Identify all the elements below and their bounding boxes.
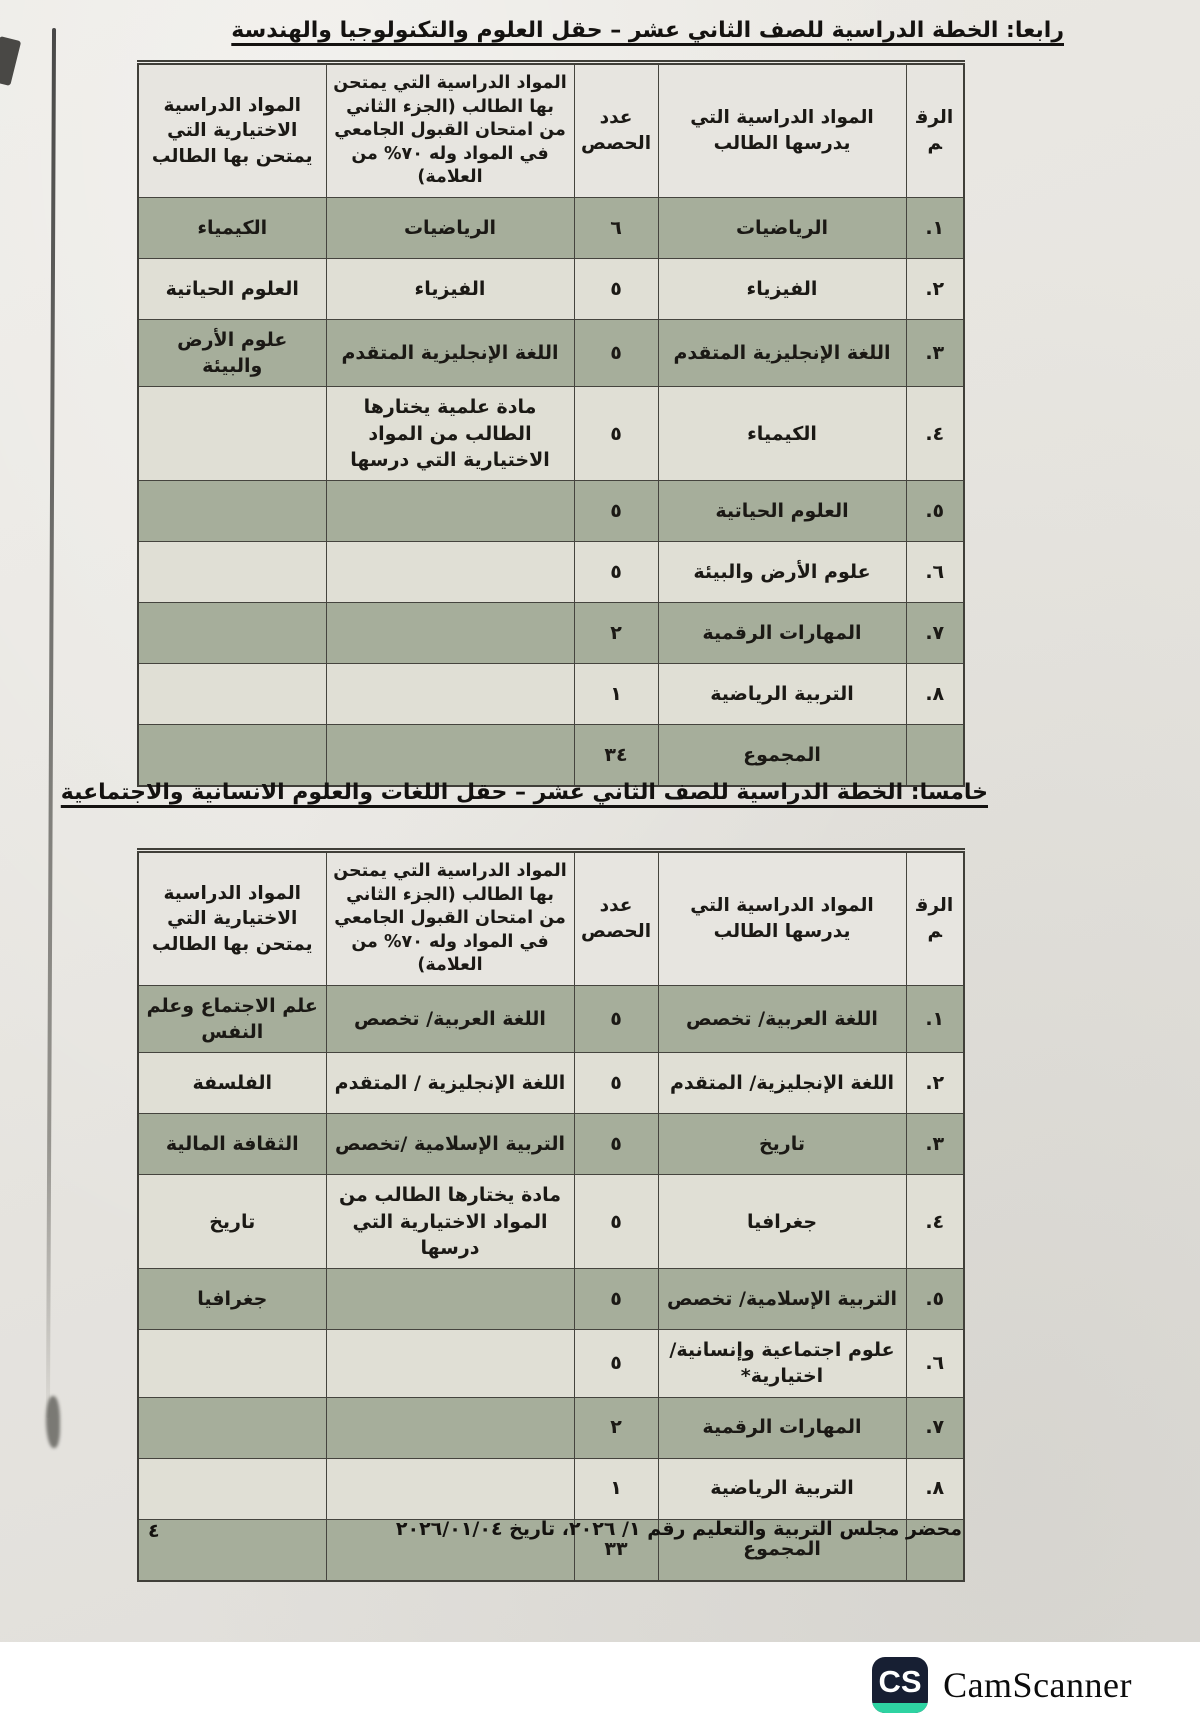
header-row <box>138 63 964 198</box>
cell-periods: ٥ <box>574 259 658 320</box>
header-subjects-studied: المواد الدراسية التي يدرسها الطالب <box>658 851 906 986</box>
cell-num: .٨ <box>906 664 964 725</box>
cell-periods: ٥ <box>574 1269 658 1330</box>
cell-periods: ٥ <box>574 1175 658 1269</box>
cell-elective <box>138 1330 326 1397</box>
cell-num: .٥ <box>906 481 964 542</box>
cell-periods: ٥ <box>574 1114 658 1175</box>
header-exam-subjects: المواد الدراسية التي يمتحن بها الطالب (الجزء الثاني من امتحان القبول الجامعي في المواد وله ٧٠% من العلامة) <box>326 851 574 986</box>
total-empty-cell <box>138 1519 326 1581</box>
cell-subject: تاريخ <box>658 1114 906 1175</box>
cell-exam <box>326 1330 574 1397</box>
cell-elective: العلوم الحياتية <box>138 259 326 320</box>
cell-exam <box>326 481 574 542</box>
cell-exam: التربية الإسلامية /تخصص <box>326 1114 574 1175</box>
cell-periods: ٦ <box>574 198 658 259</box>
cell-elective: جغرافيا <box>138 1269 326 1330</box>
total-value: ٣٤ <box>574 725 658 787</box>
cell-num: .٣ <box>906 320 964 387</box>
table-row <box>138 387 964 481</box>
table-row <box>138 986 964 1053</box>
scan-smudge <box>46 1396 60 1448</box>
scan-crease-line <box>46 28 56 1418</box>
humanities-field-study-plan-table <box>137 848 965 1582</box>
cell-elective <box>138 387 326 481</box>
camscanner-logo-icon <box>872 1657 928 1713</box>
camscanner-name: CamScanner <box>943 1665 1132 1705</box>
cell-subject: علوم الأرض والبيئة <box>658 542 906 603</box>
cell-subject: اللغة الإنجليزية/ المتقدم <box>658 1053 906 1114</box>
table-row <box>138 664 964 725</box>
table-row <box>138 1175 964 1269</box>
table-row <box>138 1330 964 1397</box>
header-periods-count: عدد الحصص <box>574 851 658 986</box>
table-header <box>138 63 964 198</box>
cell-elective: الثقافة المالية <box>138 1114 326 1175</box>
cell-elective: علم الاجتماع وعلم النفس <box>138 986 326 1053</box>
cell-elective: الكيمياء <box>138 198 326 259</box>
cell-subject: الفيزياء <box>658 259 906 320</box>
cell-subject: الكيمياء <box>658 387 906 481</box>
header-subjects-studied: المواد الدراسية التي يدرسها الطالب <box>658 63 906 198</box>
table-row <box>138 603 964 664</box>
cell-subject: اللغة العربية/ تخصص <box>658 986 906 1053</box>
cell-periods: ٢ <box>574 1397 658 1458</box>
cell-elective: علوم الأرض والبيئة <box>138 320 326 387</box>
cell-exam: مادة علمية يختارها الطالب من المواد الاختيارية التي درسها <box>326 387 574 481</box>
cell-num: .٧ <box>906 1397 964 1458</box>
header-number: الرقم <box>906 851 964 986</box>
cell-elective <box>138 481 326 542</box>
section5-title: خامسا: الخطة الدراسية للصف الثاني عشر – حقل اللغات والعلوم الانسانية والاجتماعية <box>60 780 988 805</box>
page-number: ٤ <box>148 1520 160 1542</box>
table-row <box>138 320 964 387</box>
camscanner-logo-teal-bar <box>872 1703 928 1713</box>
cell-elective <box>138 542 326 603</box>
table-row <box>138 542 964 603</box>
header-exam-subjects: المواد الدراسية التي يمتحن بها الطالب (الجزء الثاني من امتحان القبول الجامعي في المواد وله ٧٠% من العلامة) <box>326 63 574 198</box>
cell-num: .٧ <box>906 603 964 664</box>
header-elective-exam-subjects: المواد الدراسية الاختيارية التي يمتحن بها الطالب <box>138 63 326 198</box>
cell-exam: الفيزياء <box>326 259 574 320</box>
cell-periods: ١ <box>574 1458 658 1519</box>
cell-exam: مادة يختارها الطالب من المواد الاختيارية التي درسها <box>326 1175 574 1269</box>
cell-periods: ٥ <box>574 1330 658 1397</box>
table-row <box>138 1458 964 1519</box>
table-body <box>138 986 964 1520</box>
cell-periods: ٥ <box>574 320 658 387</box>
cell-elective <box>138 1458 326 1519</box>
cell-num: .٤ <box>906 387 964 481</box>
header-number: الرقم <box>906 63 964 198</box>
table-header <box>138 851 964 986</box>
total-empty-cell <box>906 725 964 787</box>
cell-exam: اللغة الإنجليزية المتقدم <box>326 320 574 387</box>
section4-title: رابعا: الخطة الدراسية للصف الثاني عشر – حقل العلوم والتكنولوجيا والهندسة <box>231 18 1064 43</box>
table-body <box>138 198 964 725</box>
cell-num: .٤ <box>906 1175 964 1269</box>
table-row <box>138 1397 964 1458</box>
cell-num: .٣ <box>906 1114 964 1175</box>
cell-periods: ٥ <box>574 387 658 481</box>
cell-periods: ٥ <box>574 986 658 1053</box>
cell-subject: المهارات الرقمية <box>658 603 906 664</box>
table-row <box>138 1269 964 1330</box>
cell-exam: اللغة العربية/ تخصص <box>326 986 574 1053</box>
cell-subject: علوم اجتماعية وإنسانية/اختيارية* <box>658 1330 906 1397</box>
cell-num: .١ <box>906 986 964 1053</box>
total-label: المجموع <box>658 725 906 787</box>
cell-exam <box>326 1397 574 1458</box>
cell-exam <box>326 542 574 603</box>
cell-exam: اللغة الإنجليزية / المتقدم <box>326 1053 574 1114</box>
table-footer <box>138 725 964 787</box>
cell-exam <box>326 1269 574 1330</box>
camscanner-watermark <box>872 1657 1132 1713</box>
total-empty-cell <box>326 725 574 787</box>
cell-periods: ٢ <box>574 603 658 664</box>
total-row <box>138 725 964 787</box>
cell-num: .٦ <box>906 542 964 603</box>
total-value: ٣٣ <box>574 1519 658 1581</box>
cell-exam <box>326 603 574 664</box>
cell-subject: التربية الرياضية <box>658 1458 906 1519</box>
table-row <box>138 198 964 259</box>
header-periods-count: عدد الحصص <box>574 63 658 198</box>
table-row <box>138 1114 964 1175</box>
cell-num: .٨ <box>906 1458 964 1519</box>
cell-num: .٢ <box>906 1053 964 1114</box>
cell-subject: التربية الإسلامية/ تخصص <box>658 1269 906 1330</box>
cell-subject: التربية الرياضية <box>658 664 906 725</box>
cell-periods: ١ <box>574 664 658 725</box>
total-label: المجموع <box>658 1519 906 1581</box>
cell-num: .٥ <box>906 1269 964 1330</box>
header-elective-exam-subjects: المواد الدراسية الاختيارية التي يمتحن بها الطالب <box>138 851 326 986</box>
table-row <box>138 1053 964 1114</box>
cell-elective: الفلسفة <box>138 1053 326 1114</box>
camscanner-badge-label: CS <box>878 1664 922 1699</box>
header-row <box>138 851 964 986</box>
cell-elective <box>138 664 326 725</box>
cell-subject: المهارات الرقمية <box>658 1397 906 1458</box>
total-empty-cell <box>138 725 326 787</box>
cell-num: .٢ <box>906 259 964 320</box>
cell-num: .١ <box>906 198 964 259</box>
cell-periods: ٥ <box>574 1053 658 1114</box>
cell-periods: ٥ <box>574 542 658 603</box>
cell-subject: الرياضيات <box>658 198 906 259</box>
cell-elective <box>138 1397 326 1458</box>
cell-periods: ٥ <box>574 481 658 542</box>
cell-num: .٦ <box>906 1330 964 1397</box>
cell-subject: العلوم الحياتية <box>658 481 906 542</box>
cell-elective <box>138 603 326 664</box>
table-row <box>138 481 964 542</box>
scan-corner-artifact <box>0 36 21 86</box>
cell-exam: الرياضيات <box>326 198 574 259</box>
cell-elective: تاريخ <box>138 1175 326 1269</box>
cell-exam <box>326 664 574 725</box>
cell-subject: جغرافيا <box>658 1175 906 1269</box>
meeting-minutes-reference: محضر مجلس التربية والتعليم رقم ١/ ٢٠٢٦، تاريخ ٢٠٢٦/٠١/٠٤ <box>395 1518 962 1540</box>
table-row <box>138 259 964 320</box>
cell-subject: اللغة الإنجليزية المتقدم <box>658 320 906 387</box>
stem-field-study-plan-table <box>137 60 965 787</box>
cell-exam <box>326 1458 574 1519</box>
